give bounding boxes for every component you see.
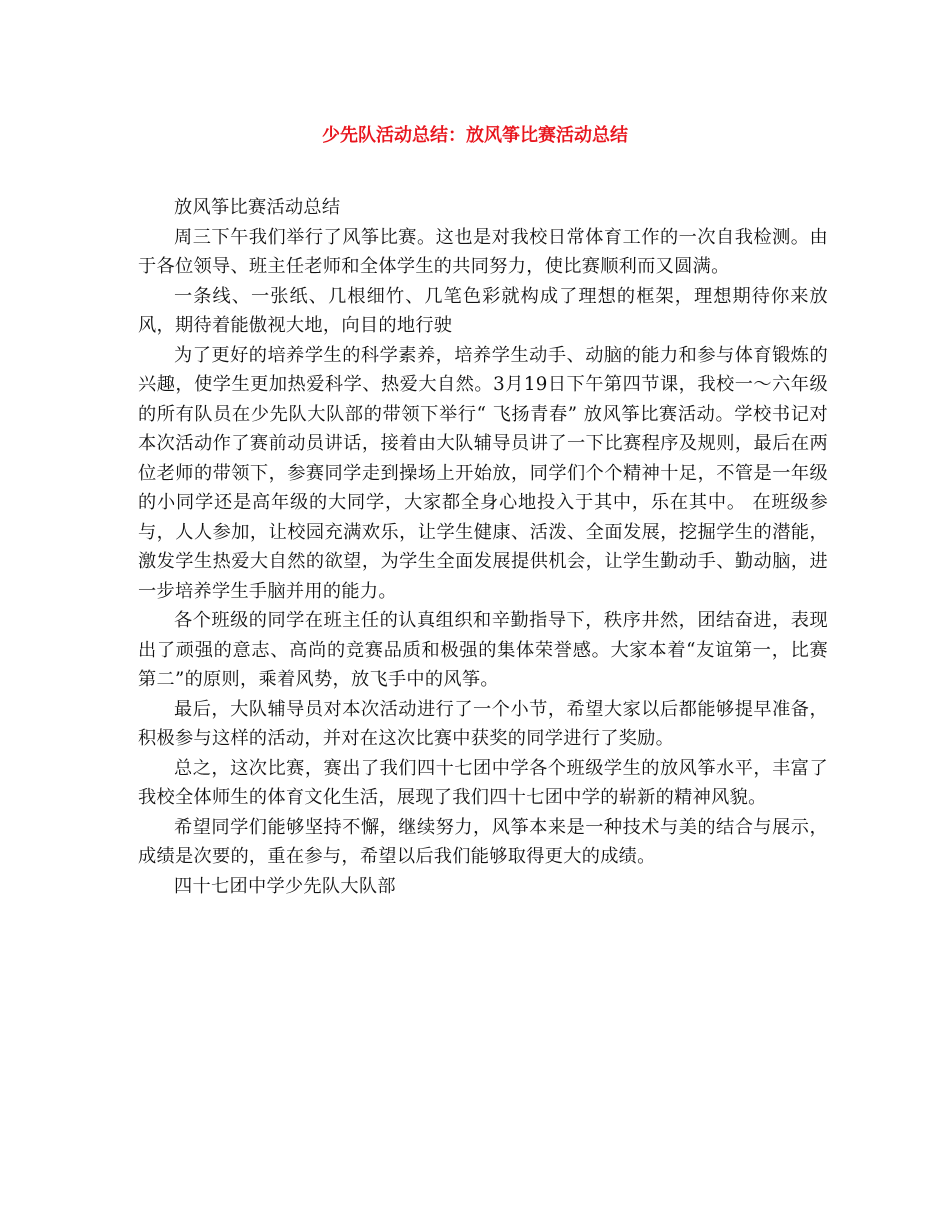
body-paragraph: 一条线、一张纸、几根细竹、几笔色彩就构成了理想的框架，理想期待你来放风，期待着能傲视大地，向目的地行驶 <box>138 285 828 336</box>
subtitle-paragraph: 放风筝比赛活动总结 <box>174 197 341 218</box>
document-title: 少先队活动总结：放风筝比赛活动总结 <box>322 125 628 146</box>
body-paragraph: 希望同学们能够坚持不懈，继续努力，风筝本来是一种技术与美的结合与展示，成绩是次要的，重在参与，希望以后我们能够取得更大的成绩。 <box>138 816 828 867</box>
body-paragraph: 各个班级的同学在班主任的认真组织和辛勤指导下，秩序井然，团结奋进，表现出了顽强的意志、高尚的竞赛品质和极强的集体荣誉感。大家本着“友谊第一，比赛第二”的原则，乘着风势，放飞手中的风筝。 <box>138 610 828 690</box>
signature-paragraph: 四十七团中学少先队大队部 <box>174 875 396 897</box>
body-paragraph: 周三下午我们举行了风筝比赛。这也是对我校日常体育工作的一次自我检测。由于各位领导、班主任老师和全体学生的共同努力，使比赛顺利而又圆满。 <box>138 226 828 277</box>
document-body <box>138 193 828 901</box>
body-paragraph: 最后，大队辅导员对本次活动进行了一个小节，希望大家以后都能够提早准备，积极参与这样的活动，并对在这次比赛中获奖的同学进行了奖励。 <box>138 698 828 749</box>
body-paragraph: 总之，这次比赛，赛出了我们四十七团中学各个班级学生的放风筝水平，丰富了我校全体师生的体育文化生活，展现了我们四十七团中学的崭新的精神风貌。 <box>138 757 828 808</box>
body-paragraph: 为了更好的培养学生的科学素养，培养学生动手、动脑的能力和参与体育锻炼的兴趣，使学生更加热爱科学、热爱大自然。3月19日下午第四节课，我校一～六年级的所有队员在少先队大队部的带领下举行“ 飞扬青春” 放风筝比赛活动。学校书记对本次活动作了赛前动员讲话，接着由大队辅导员讲了一下比赛程序及规则，最后在两位老师的带领下，参赛同学走到操场上开始放，同学们个个精神十足，不管是一年级的小同学还是高年级的大同学，大家都全身心地投入于其中，乐在其中。 在班级参与，人人参加，让校园充满欢乐，让学生健康、活泼、全面发展，挖掘学生的潜能，激发学生热爱大自然的欲望，为学生全面发展提供机会，让学生勤动手、勤动脑，进一步培养学生手脑并用的能力。 <box>138 344 828 602</box>
